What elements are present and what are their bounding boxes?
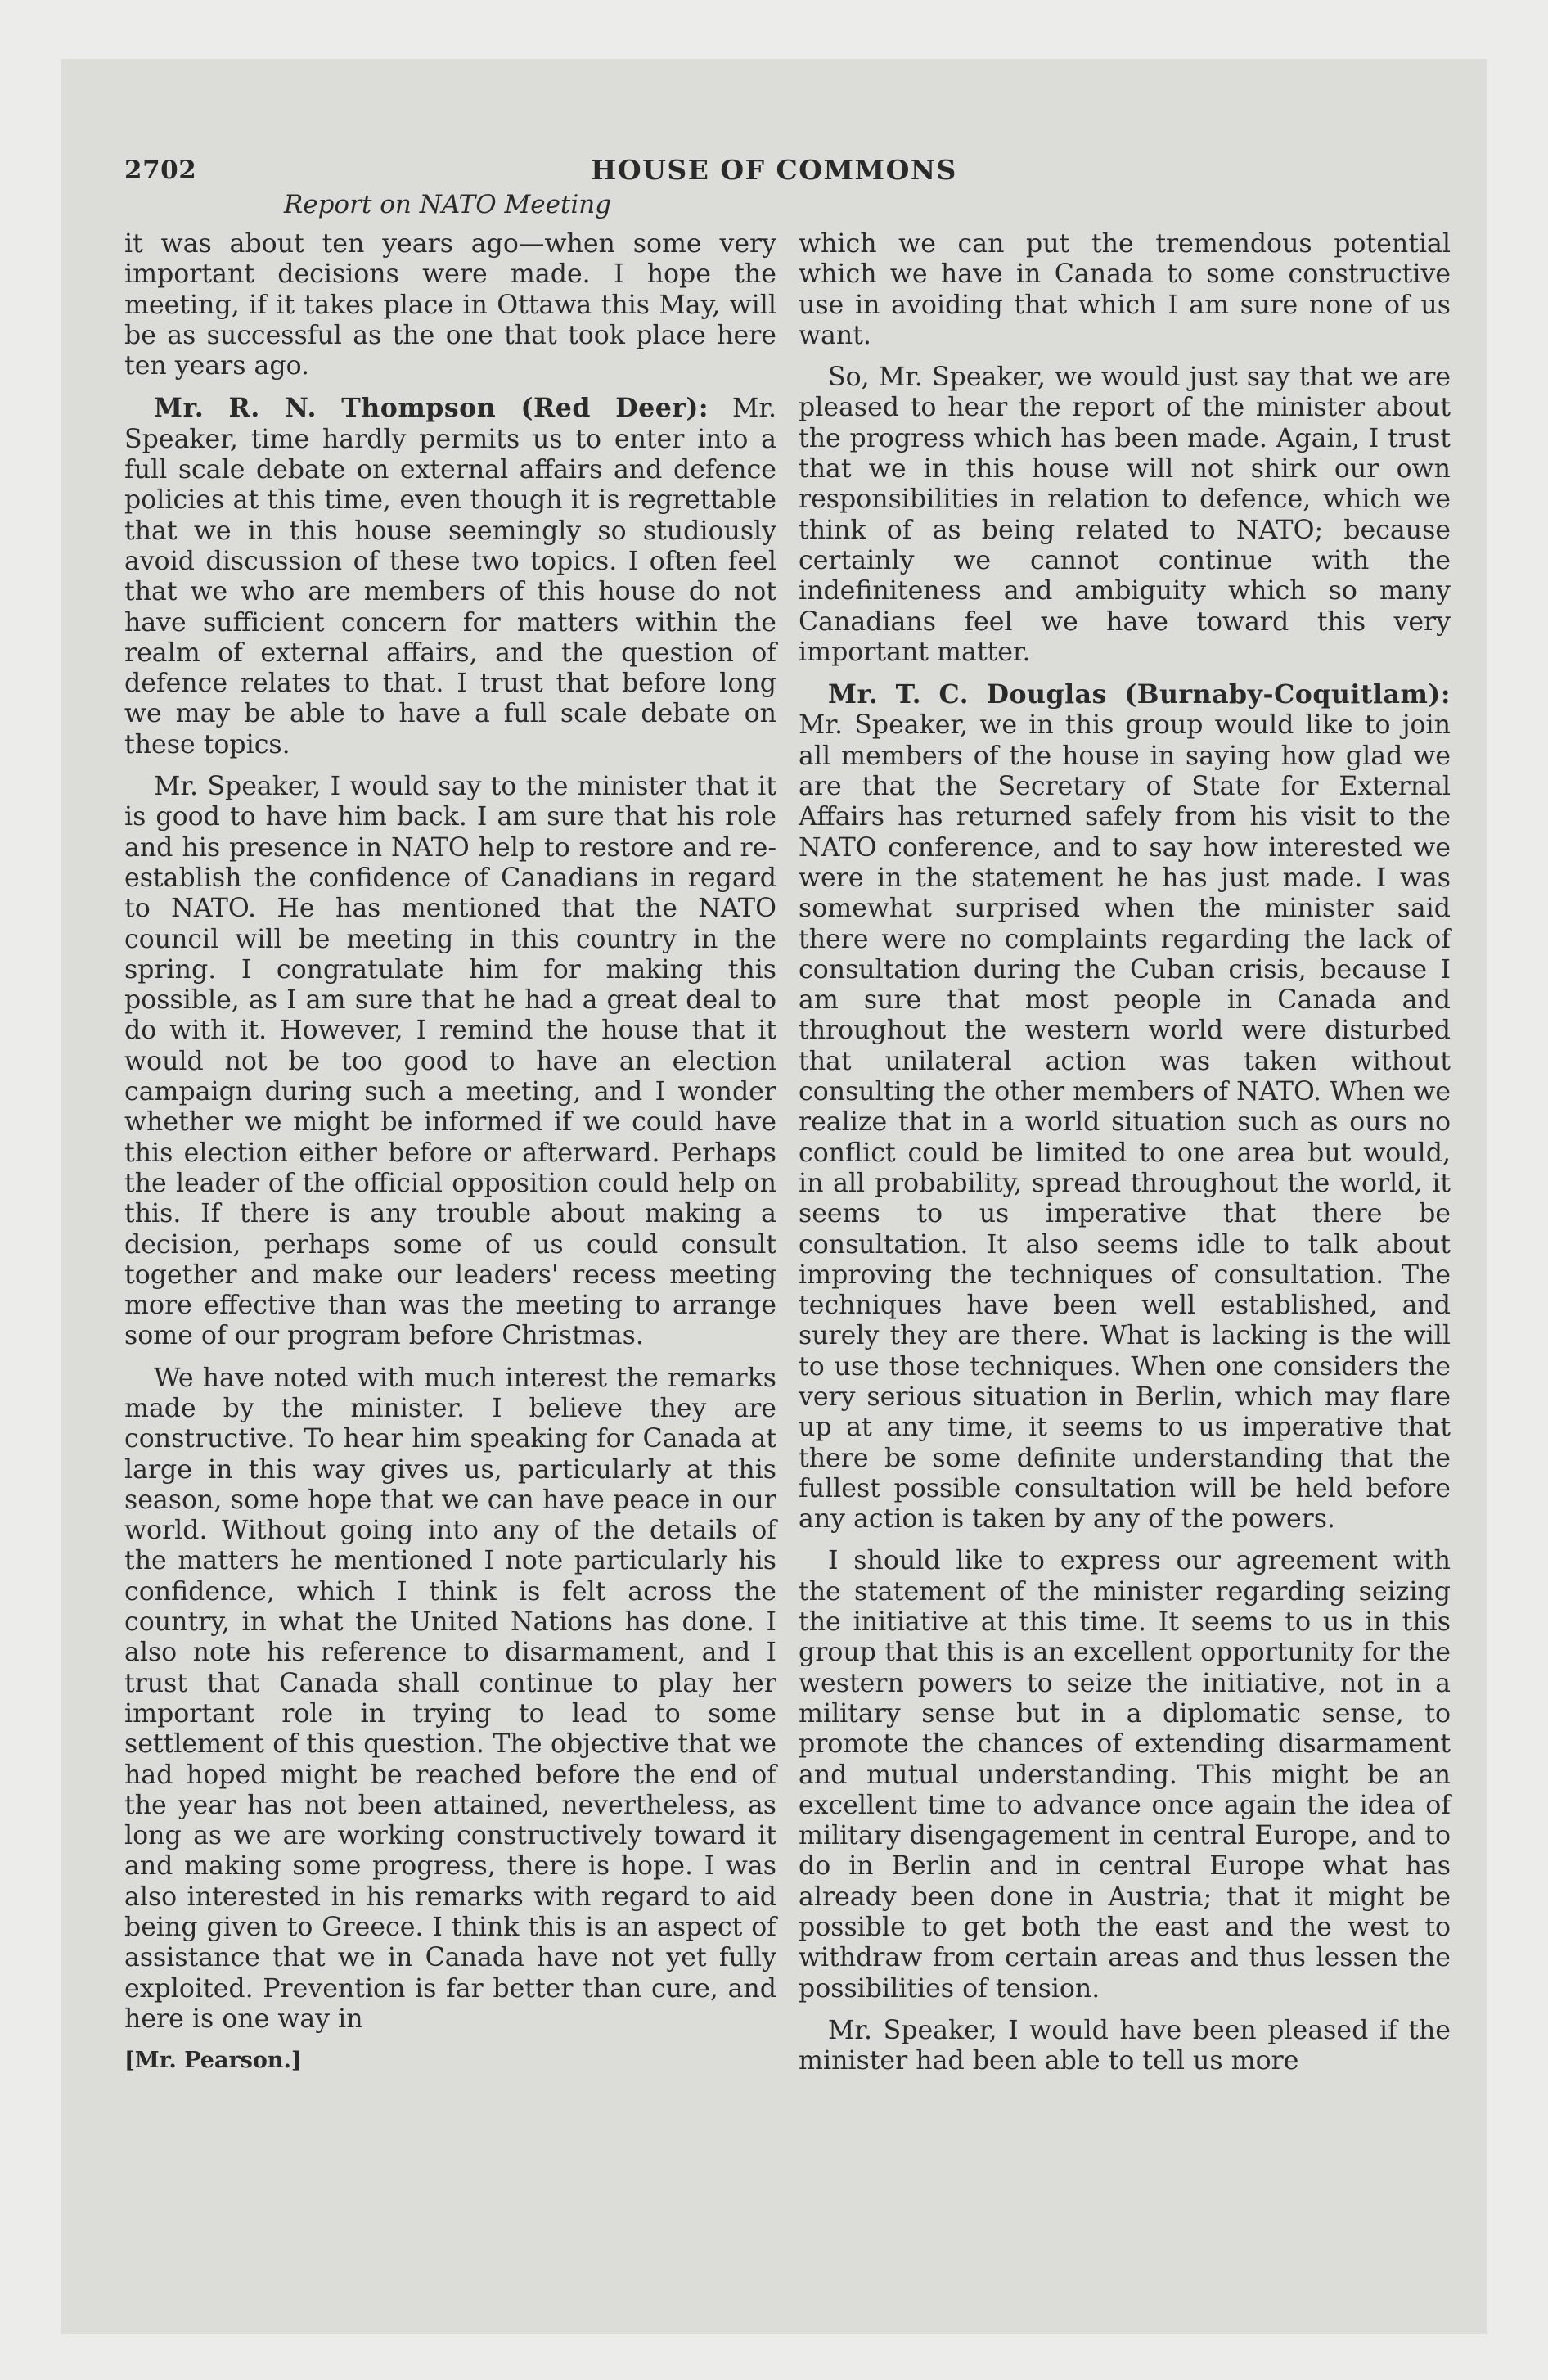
paragraph: Mr. Speaker, I would say to the minister that it is good to have him back. I am sure that his role and his presence in NATO help to restore and re-establish the confidence of Canadians in regard to NATO. He has mentioned that the NATO council will be meeting in this country in the spring. I congratulate him for making this possible, as I am sure that he had a great deal to do with it. However, I remind the house that it would not be too good to have an election campaign during such a meeting, and I wonder whether we might be informed if we could have this election either before or afterward. Perhaps the leader of the official opposition could help on this. If there is any trouble about making a decision, perhaps some of us could consult together and make our leaders' recess meeting more effective than was the meeting to arrange some of our program before Christmas. (124, 772, 776, 1351)
speaker-name: Mr. R. N. Thompson (Red Deer): (154, 393, 709, 424)
page-number: 2702 (124, 156, 197, 185)
footer-speaker-reference: [Mr. Pearson.] (124, 2048, 302, 2073)
left-column (124, 229, 776, 2046)
paragraph: I should like to express our agreement with the statement of the minister regarding seizing the initiative at this time. It seems to us in this group that this is an excellent opportunity for the western powers to seize the initiative, not in a military sense but in a diplomatic sense, to promote the chances of extending disarmament and mutual understanding. This might be an excellent time to advance once again the idea of military disengagement in central Europe, and to do in Berlin and in central Europe what has already been done in Austria; that it might be possible to get both the east and the west to withdraw from certain areas and thus lessen the possibilities of tension. (799, 1546, 1451, 2004)
speaker-name: Mr. T. C. Douglas (Burnaby-Coquitlam): (828, 679, 1451, 710)
paragraph: Mr. Speaker, I would have been pleased if the minister had been able to tell us more (799, 2015, 1451, 2076)
speech-text: Mr. Speaker, time hardly permits us to enter into a full scale debate on external affairs and defence policies at this time, even though it is regrettable that we in this house seemingly so studiously avoid discussion of these two topics. I often feel that we who are members of this house do not have sufficient concern for matters within the realm of external affairs, and the question of defence relates to that. I trust that before long we may be able to have a full scale debate on these topics. (124, 394, 776, 760)
paragraph (124, 393, 776, 760)
paragraph: which we can put the tremendous potential which we have in Canada to some constructive use in avoiding that which I am sure none of us want. (799, 229, 1451, 350)
paragraph (799, 679, 1451, 1535)
running-head: HOUSE OF COMMONS (591, 154, 957, 186)
subject-heading: Report on NATO Meeting (283, 190, 612, 219)
right-column (799, 229, 1451, 2089)
paragraph: We have noted with much interest the remarks made by the minister. I believe they are constructive. To hear him speaking for Canada at large in this way gives us, particularly at this season, some hope that we can have peace in our world. Without going into any of the details of the matters he mentioned I note particularly his confidence, which I think is felt across the country, in what the United Nations has done. I also note his reference to disarmament, and I trust that Canada shall continue to play her important role in trying to lead to some settlement of this question. The objective that we had hoped might be reached before the end of the year has not been attained, nevertheless, as long as we are working constructively toward it and making some progress, there is hope. I was also interested in his remarks with regard to aid being given to Greece. I think this is an aspect of assistance that we in Canada have not yet fully exploited. Prevention is far better than cure, and here is one way in (124, 1363, 776, 2034)
speech-text: Mr. Speaker, we in this group would like to join all members of the house in saying how glad we are that the Secretary of State for External Affairs has returned safely from his visit to the NATO conference, and to say how interested we were in the statement he has just made. I was somewhat surprised when the minister said there were no complaints regarding the lack of consultation during the Cuban crisis, because I am sure that most people in Canada and throughout the western world were disturbed that unilateral action was taken without consulting the other members of NATO. When we realize that in a world situation such as ours no conflict could be limited to one area but would, in all probability, spread throughout the world, it seems to us imperative that there be consultation. It also seems idle to talk about improving the techniques of consultation. The techniques have been well established, and surely they are there. What is lacking is the will to use those techniques. When one considers the very serious situation in Berlin, which may flare up at any time, it seems to us imperative that there be some definite understanding that the fullest possible consultation will be held before any action is taken by any of the powers. (799, 710, 1451, 1535)
paragraph: So, Mr. Speaker, we would just say that we are pleased to hear the report of the minister about the progress which has been made. Again, I trust that we in this house will not shirk our own responsibilities in relation to defence, which we think of as being related to NATO; because certainly we cannot continue with the indefiniteness and ambiguity which so many Canadians feel we have toward this very important matter. (799, 363, 1451, 667)
paragraph: it was about ten years ago—when some very important decisions were made. I hope the meeting, if it takes place in Ottawa this May, will be as successful as the one that took place here ten years ago. (124, 229, 776, 381)
